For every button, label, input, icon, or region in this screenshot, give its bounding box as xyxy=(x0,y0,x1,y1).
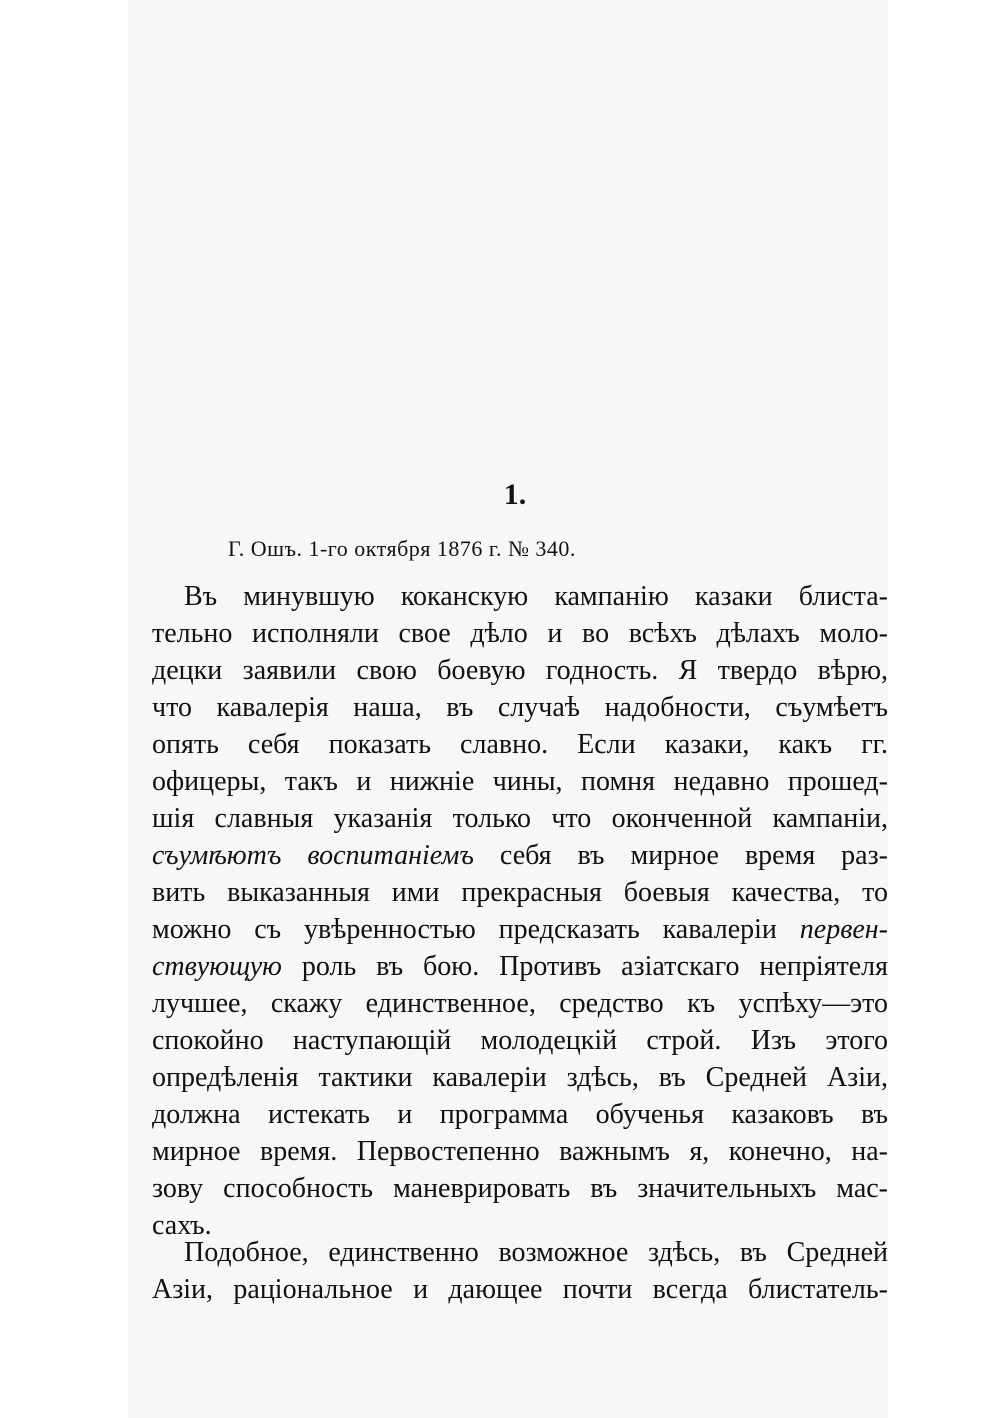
text-run: себя въ мирное время раз- xyxy=(473,840,888,871)
text-run: можно съ увѣренностью предсказать кавалеріи xyxy=(152,914,800,945)
text-line xyxy=(152,1271,888,1308)
text-run: вить выказанныя ими прекрасныя боевыя качества, то xyxy=(152,877,888,908)
text-line xyxy=(152,726,888,763)
text-line xyxy=(152,1170,888,1207)
text-run: децки заявили свою боевую годность. Я твердо вѣрю, xyxy=(152,655,888,686)
text-run: шія славныя указанія только что оконченной кампаніи, xyxy=(152,803,888,834)
italic-run: ствующую xyxy=(152,951,282,982)
text-line xyxy=(152,689,888,726)
text-line xyxy=(152,578,888,615)
text-run: должна истекать и программа обученья казаковъ въ xyxy=(152,1099,888,1130)
italic-run: первен- xyxy=(799,914,888,945)
text-run: зову способность маневрировать въ значительныхъ мас- xyxy=(152,1173,888,1204)
text-line xyxy=(152,652,888,689)
text-line xyxy=(152,1022,888,1059)
section-number: 1. xyxy=(503,478,527,511)
paragraph-2 xyxy=(152,1234,888,1308)
dateline: Г. Ошъ. 1-го октября 1876 г. № 340. xyxy=(228,536,576,561)
text-run: опредѣленія тактики кавалеріи здѣсь, въ Средней Азіи, xyxy=(152,1062,888,1093)
text-line xyxy=(152,1096,888,1133)
text-run: спокойно наступающій молодецкій строй. Изъ этого xyxy=(152,1025,888,1056)
text-run: Подобное, единственно возможное здѣсь, въ Средней xyxy=(184,1237,888,1268)
text-line xyxy=(152,985,888,1022)
text-run: опять себя показать славно. Если казаки, какъ гг. xyxy=(152,729,888,760)
text-line xyxy=(152,1234,888,1271)
text-run: что кавалерія наша, въ случаѣ надобности, съумѣетъ xyxy=(152,692,888,723)
text-run: лучшее, скажу единственное, средство къ успѣху—это xyxy=(152,988,888,1019)
text-run: роль въ бою. Противъ азіатскаго непріятеля xyxy=(281,951,888,982)
text-run: Азіи, раціональное и дающее почти всегда блистатель- xyxy=(152,1274,888,1305)
text-line xyxy=(152,1059,888,1096)
text-line xyxy=(152,911,888,948)
text-run: мирное время. Первостепенно важнымъ я, конечно, на- xyxy=(152,1136,888,1167)
text-line xyxy=(152,874,888,911)
text-line xyxy=(152,800,888,837)
text-line xyxy=(152,948,888,985)
text-run: сахъ. xyxy=(152,1210,212,1241)
text-run: Въ минувшую коканскую кампанію казаки блиста- xyxy=(184,581,888,612)
text-run: тельно исполняли свое дѣло и во всѣхъ дѣлахъ моло- xyxy=(152,618,888,649)
text-line xyxy=(152,763,888,800)
text-line xyxy=(152,1133,888,1170)
italic-run: съумѣютъ воспитаніемъ xyxy=(152,840,474,871)
text-run: офицеры, такъ и нижніе чины, помня недавно прошед- xyxy=(152,766,888,797)
paragraph-1 xyxy=(152,578,888,1244)
text-line xyxy=(152,615,888,652)
text-line xyxy=(152,837,888,874)
